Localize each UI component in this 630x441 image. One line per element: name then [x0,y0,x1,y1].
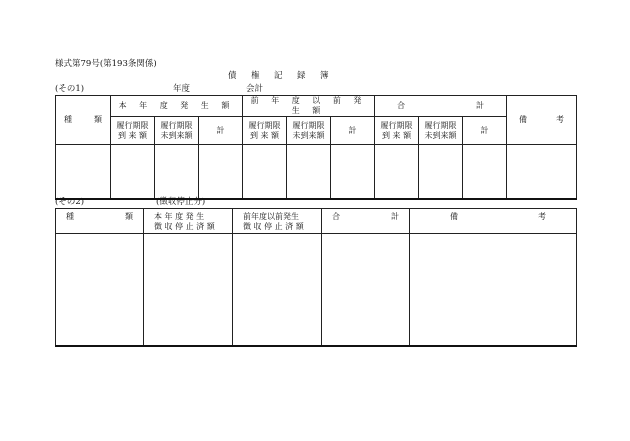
total-header: 合 計 [322,209,410,234]
form-number: 様式第79号(第193条関係) [55,59,157,69]
entry-cell [287,145,331,199]
part1-label: (その1) [55,84,85,94]
entry-cell [463,145,507,199]
entry-cell [419,145,463,199]
entry-cell [322,234,410,346]
prior-year-header: 前 年 度 以 前 発 生 額 [243,96,375,117]
total-due-header: 履行期限 到 来 額 [375,117,419,145]
entry-cell [331,145,375,199]
prior-notdue-header: 履行期限 未到来額 [287,117,331,145]
entry-cell [56,145,111,199]
entry-cell [111,145,155,199]
entry-cell [155,145,199,199]
account-label: 会計 [246,84,264,94]
table-row [56,234,577,346]
current-due-header: 履行期限 到 来 額 [111,117,155,145]
kind-header: 種 類 [56,96,111,145]
remarks-header: 備 考 [410,209,577,234]
entry-cell [243,145,287,199]
entry-cell [410,234,577,346]
total-header: 合 計 [375,96,507,117]
entry-cell [144,234,233,346]
table-row [56,145,577,199]
prior-due-header: 履行期限 到 来 額 [243,117,287,145]
prior-suspended-header: 前年度以前発生 徴 収 停 止 済 額 [233,209,322,234]
current-suspended-header: 本 年 度 発 生 徴 収 停 止 済 額 [144,209,233,234]
current-notdue-header: 履行期限 未到来額 [155,117,199,145]
remarks-header: 備 考 [507,96,577,145]
entry-cell [199,145,243,199]
entry-cell [375,145,419,199]
fiscal-year-label: 年度 [173,84,191,94]
prior-total-header: 計 [331,117,375,145]
claims-record-table [55,95,577,200]
total-total-header: 計 [463,117,507,145]
entry-cell [56,234,144,346]
entry-cell [507,145,577,199]
current-total-header: 計 [199,117,243,145]
entry-cell [233,234,322,346]
suspended-label: (徴収停止分) [156,197,206,207]
part2-label: (その2) [55,197,85,207]
kind-header: 種 類 [56,209,144,234]
document-title: 債 権 記 録 簿 [228,71,332,81]
suspended-collection-table [55,208,577,347]
total-notdue-header: 履行期限 未到来額 [419,117,463,145]
current-year-header: 本 年 度 発 生 額 [111,96,243,117]
